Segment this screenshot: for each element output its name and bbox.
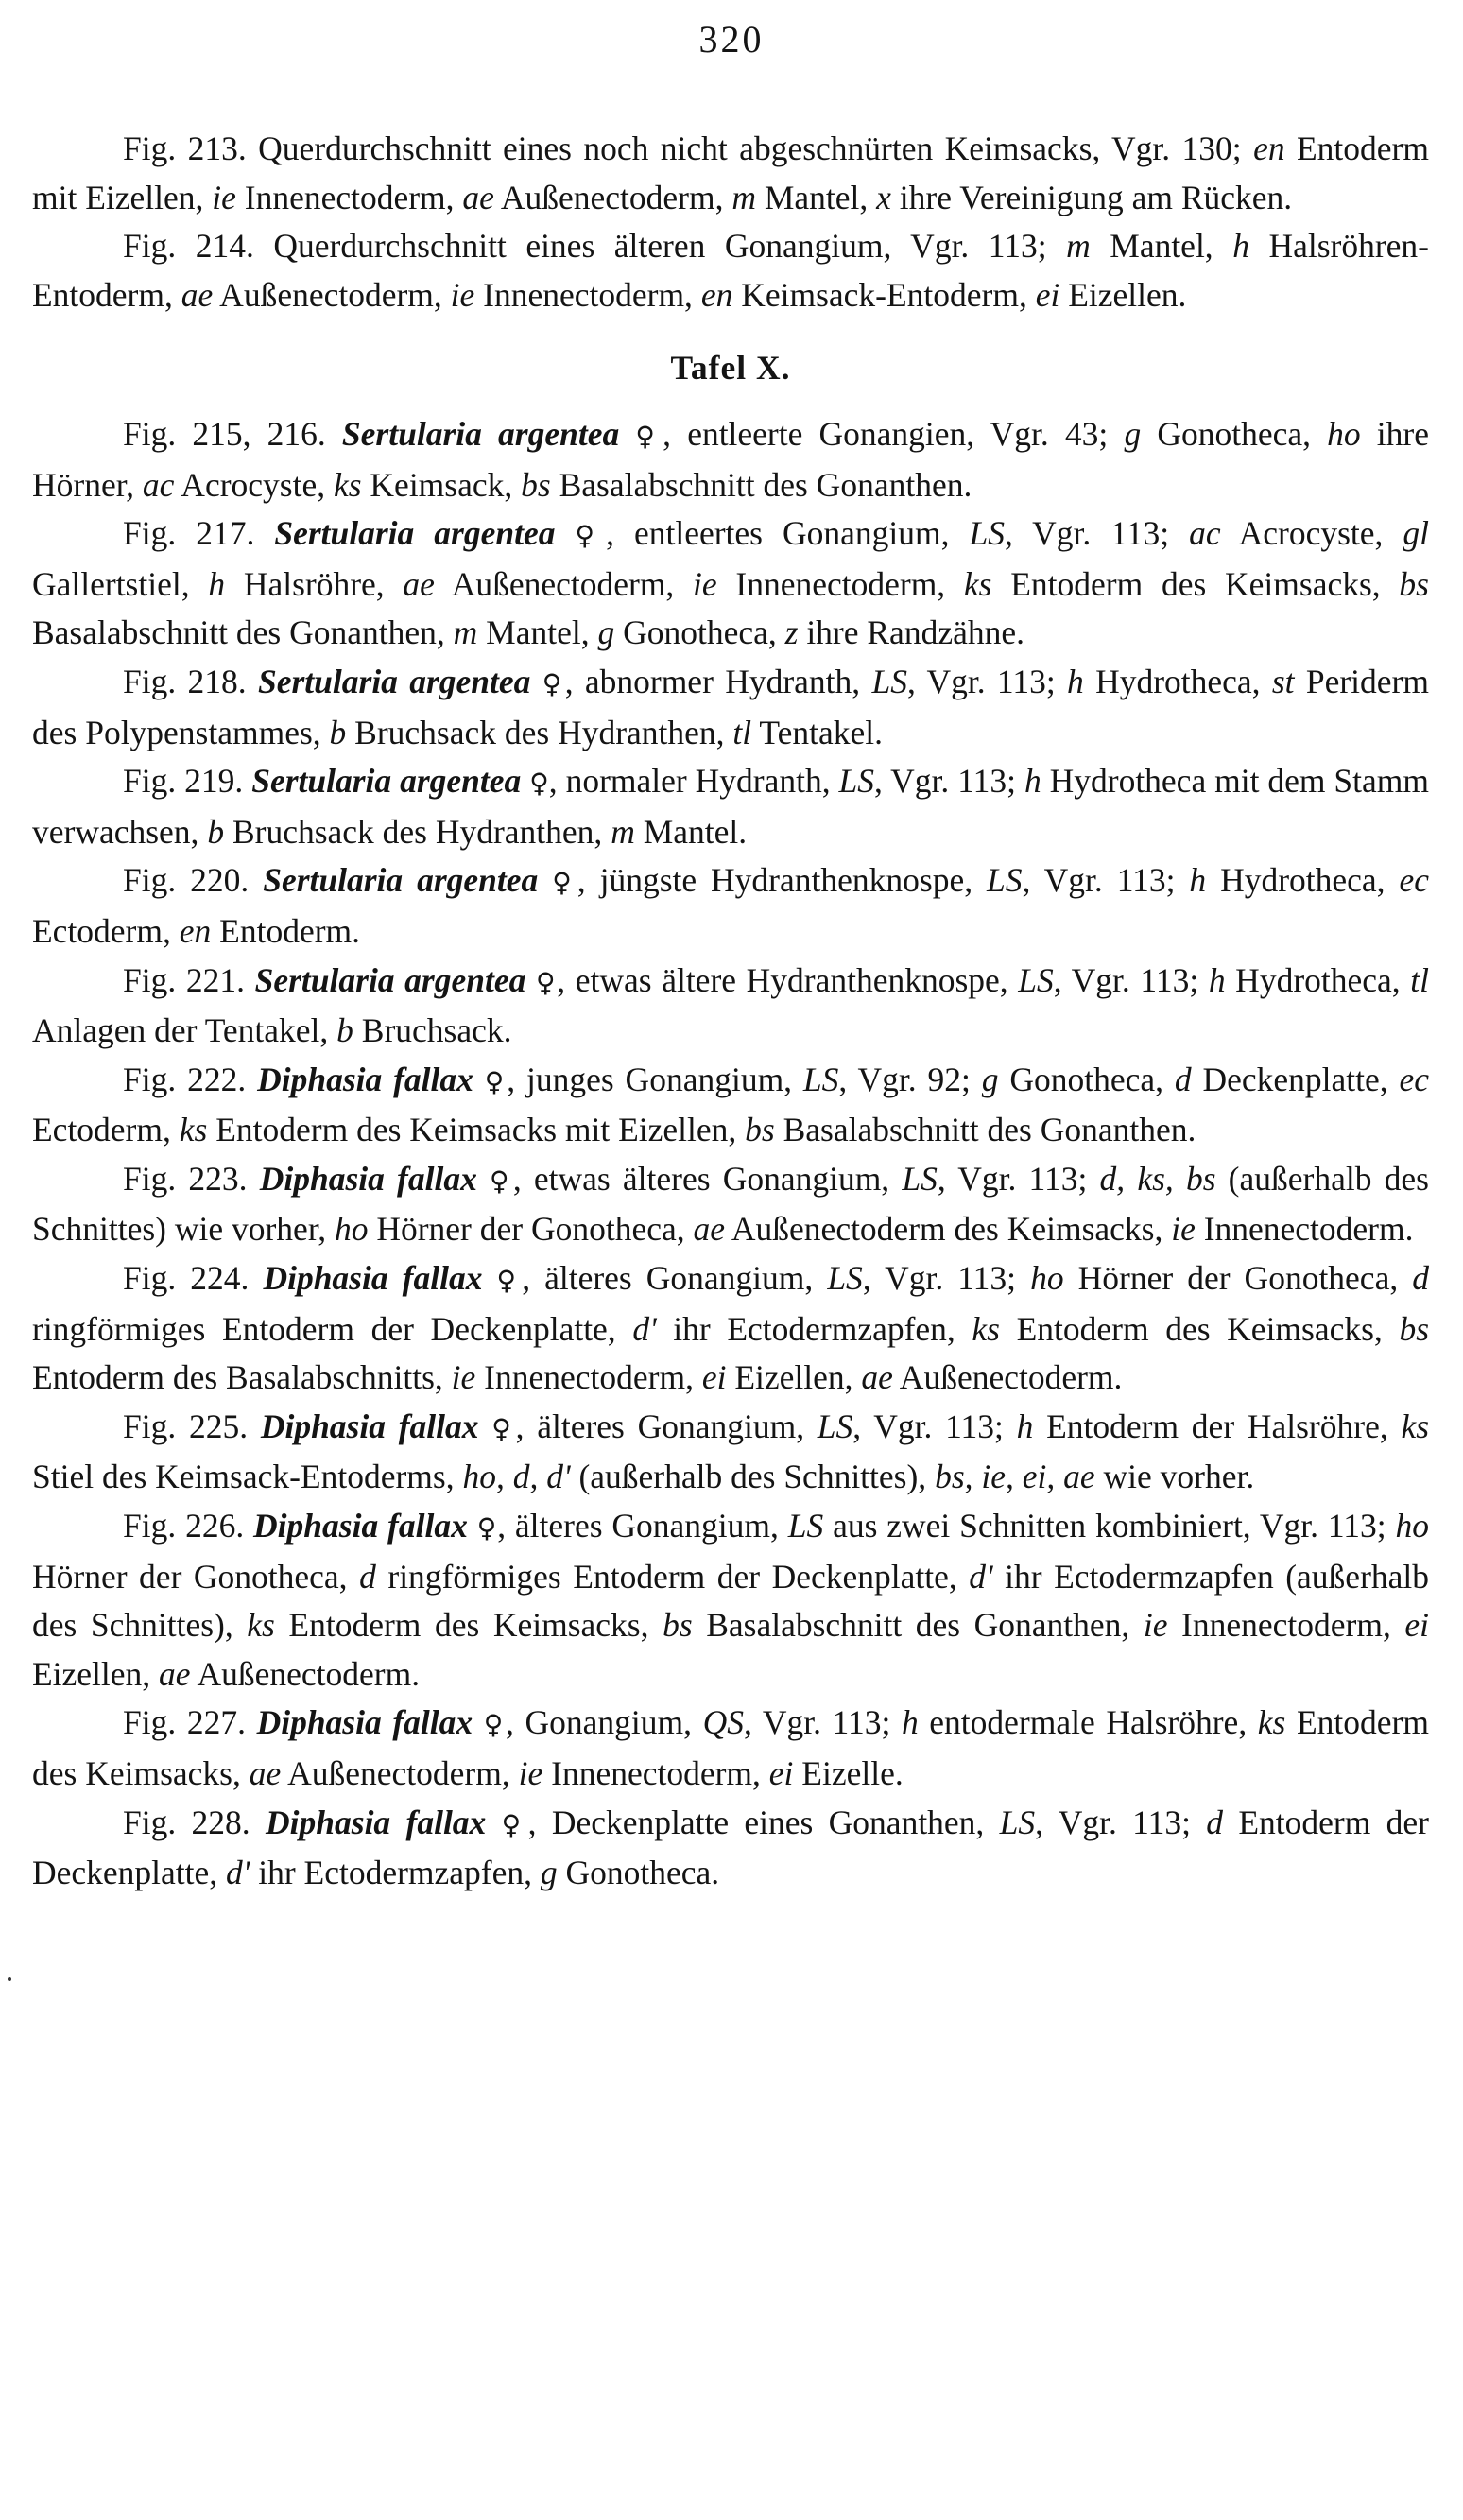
label-abbreviation: ei — [768, 1754, 794, 1792]
caption-text: Halsröhre, — [225, 564, 404, 603]
species-name: Diphasia fallax — [266, 1803, 487, 1841]
caption-text: Hydrotheca, — [1083, 662, 1272, 700]
caption-text: Außenectoderm, — [213, 275, 451, 314]
figure-label: Fig. 223. — [123, 1159, 260, 1198]
figure-label: Fig. 214. — [123, 227, 254, 266]
label-abbreviation: m — [732, 178, 756, 216]
caption-text: ringförmiges Entoderm der Deckenplatte, — [375, 1557, 970, 1596]
label-abbreviation: ks — [247, 1606, 275, 1645]
caption-text: , Vgr. 92; — [838, 1060, 982, 1098]
caption-text: , Gonangium, — [506, 1703, 703, 1742]
caption-text: Außenectoderm, — [493, 178, 732, 216]
label-abbreviation: ec — [1399, 1060, 1429, 1098]
caption-text: Außenectoderm des Keimsacks, — [725, 1210, 1172, 1249]
female-symbol: ♀ — [478, 1412, 516, 1444]
caption-text: ihre Randzähne. — [798, 613, 1024, 652]
caption-text: ihr Ectodermzapfen (außerhalb des Schnittes), — [32, 1557, 1430, 1645]
female-symbol: ♀ — [473, 1709, 507, 1741]
caption-text: Periderm des Polypenstammes, — [32, 662, 1429, 751]
label-abbreviation: LS — [871, 662, 907, 700]
figure-caption — [32, 957, 1429, 1056]
caption-text: , Vgr. 113; — [852, 1407, 1017, 1445]
label-abbreviation: d' — [632, 1309, 657, 1348]
label-abbreviation: tl — [732, 713, 752, 751]
label-abbreviation: LS — [817, 1407, 853, 1445]
label-abbreviation: gl — [1403, 514, 1430, 553]
label-abbreviation: d — [1206, 1803, 1224, 1841]
female-symbol: ♀ — [521, 768, 549, 800]
caption-text: , entleerte Gonangien, Vgr. 43; — [663, 414, 1125, 453]
caption-text: Entoderm mit Eizellen, — [32, 129, 1429, 216]
caption-text: (außerhalb des Schnittes) wie vorher, — [32, 1159, 1429, 1249]
caption-text: Innenectoderm, — [235, 178, 463, 216]
label-abbreviation: ho — [334, 1210, 369, 1249]
species-name: Sertularia argentea — [257, 662, 531, 700]
caption-text: Hydrotheca, — [1225, 960, 1411, 999]
caption-text: Entoderm des Keimsacks, — [32, 1703, 1429, 1792]
caption-text: , etwas älteres Gonangium, — [512, 1159, 903, 1198]
caption-text: Ectoderm, — [32, 911, 180, 950]
label-abbreviation: ie — [1143, 1606, 1168, 1645]
label-abbreviation: ks — [963, 564, 992, 603]
label-abbreviation: m — [453, 613, 478, 652]
figure-label: Fig. 220. — [123, 861, 264, 900]
label-abbreviation: ae — [159, 1654, 191, 1693]
caption-text: , Vgr. 113; — [1022, 861, 1190, 900]
figure-captions — [32, 125, 1429, 1898]
label-abbreviation: bs — [521, 465, 551, 504]
label-abbreviation: ho — [1395, 1507, 1429, 1545]
captions-plate-x — [32, 410, 1429, 1898]
label-abbreviation: d' — [969, 1557, 993, 1596]
caption-text: ihr Ectodermzapfen, — [250, 1854, 541, 1892]
caption-text: Bruchsack des Hydranthen, — [224, 812, 611, 851]
caption-text: Außenectoderm, — [434, 564, 694, 603]
label-abbreviation: ac — [1189, 514, 1221, 553]
label-abbreviation: ei — [1035, 275, 1060, 314]
caption-text: Anlagen der Tentakel, — [32, 1011, 337, 1050]
caption-text: , normaler Hydranth, — [548, 762, 839, 801]
caption-text: Hörner der Gonotheca, — [1063, 1259, 1413, 1298]
caption-text: Bruchsack des Hydranthen, — [346, 713, 733, 751]
caption-text: Innenectoderm, — [542, 1754, 769, 1792]
figure-label: Fig. 217. — [123, 514, 275, 553]
label-abbreviation: g — [981, 1060, 999, 1098]
female-symbol: ♀ — [619, 420, 663, 452]
caption-text: Innenectoderm, — [716, 564, 964, 603]
label-abbreviation: h — [901, 1703, 919, 1742]
caption-text: Hydrotheca mit dem Stamm verwachsen, — [32, 762, 1430, 851]
label-abbreviation: st — [1271, 662, 1295, 700]
captions-before-plate — [32, 125, 1429, 319]
label-abbreviation: ks — [1257, 1703, 1286, 1742]
caption-text: Entoderm des Keimsacks mit Eizellen, — [207, 1111, 746, 1149]
label-abbreviation: ae — [861, 1358, 893, 1397]
caption-text: Mantel, — [477, 613, 598, 652]
caption-text: Basalabschnitt des Gonanthen. — [550, 465, 972, 504]
caption-text: ihre Vereinigung am Rücken. — [890, 178, 1293, 216]
label-abbreviation: bs, ie, ei, ae — [935, 1458, 1095, 1496]
caption-text: Mantel, — [755, 178, 877, 216]
label-abbreviation: d, ks, bs — [1099, 1159, 1216, 1198]
caption-text: ihr Ectodermzapfen, — [656, 1309, 972, 1348]
label-abbreviation: g — [540, 1854, 558, 1892]
caption-text: Hydrotheca, — [1206, 861, 1400, 900]
caption-text: Hörner der Gonotheca, — [368, 1210, 694, 1249]
caption-text: Keimsack-Entoderm, — [732, 275, 1036, 314]
figure-label: Fig. 222. — [123, 1060, 258, 1098]
label-abbreviation: ie — [212, 178, 236, 216]
label-abbreviation: LS — [902, 1159, 938, 1198]
caption-text: , Vgr. 113; — [937, 1159, 1100, 1198]
species-name: Diphasia fallax — [259, 1159, 477, 1198]
female-symbol: ♀ — [473, 1065, 508, 1097]
label-abbreviation: ae — [181, 275, 214, 314]
female-symbol: ♀ — [530, 667, 565, 699]
label-abbreviation: QS — [702, 1703, 744, 1742]
label-abbreviation: ho — [1327, 414, 1361, 453]
label-abbreviation: ho, d, d' — [462, 1458, 571, 1496]
species-name: Sertularia argentea — [263, 861, 539, 900]
caption-text: Hörner der Gonotheca, — [32, 1557, 360, 1596]
caption-text: Entoderm des Basalabschnitts, — [32, 1358, 452, 1397]
caption-text: Eizellen, — [726, 1358, 862, 1397]
figure-caption — [32, 509, 1429, 658]
caption-text: , Deckenplatte eines Gonanthen, — [527, 1803, 1000, 1841]
figure-caption — [32, 1699, 1429, 1798]
label-abbreviation: en — [700, 275, 733, 314]
caption-text: , Vgr. 113; — [906, 662, 1068, 700]
label-abbreviation: h — [1208, 960, 1226, 999]
label-abbreviation: h — [1232, 227, 1249, 266]
caption-text: ringförmiges Entoderm der Deckenplatte, — [32, 1309, 633, 1348]
label-abbreviation: bs — [1399, 1309, 1430, 1348]
caption-text: , Vgr. 113; — [862, 1259, 1031, 1298]
caption-text: Gonotheca, — [998, 1060, 1175, 1098]
caption-text: aus zwei Schnitten kombiniert, Vgr. 113; — [823, 1507, 1396, 1545]
label-abbreviation: h — [1189, 861, 1207, 900]
label-abbreviation: h — [1024, 762, 1041, 801]
label-abbreviation: en — [179, 911, 212, 950]
page-number: 320 — [698, 18, 765, 60]
label-abbreviation: d — [359, 1557, 376, 1596]
figure-caption — [32, 222, 1429, 319]
figure-caption — [32, 410, 1429, 509]
label-abbreviation: ae — [249, 1754, 282, 1792]
label-abbreviation: ae — [462, 178, 494, 216]
caption-text: , Vgr. 113; — [1035, 1803, 1207, 1841]
caption-text: Basalabschnitt des Gonanthen, — [32, 613, 454, 652]
caption-text: Bruchsack. — [353, 1011, 512, 1050]
label-abbreviation: b — [207, 812, 225, 851]
caption-text: Deckenplatte, — [1191, 1060, 1400, 1098]
figure-caption — [32, 658, 1429, 757]
label-abbreviation: LS — [987, 861, 1023, 900]
caption-text: , jüngste Hydranthenknospe, — [577, 861, 987, 900]
label-abbreviation: bs — [1399, 564, 1429, 603]
caption-text: Keimsack, — [361, 465, 522, 504]
figure-label: Fig. 228. — [123, 1803, 267, 1841]
caption-text: Ectoderm, — [32, 1111, 180, 1149]
caption-text: Basalabschnitt des Gonanthen. — [774, 1111, 1196, 1149]
label-abbreviation: LS — [787, 1507, 824, 1545]
label-abbreviation: b — [329, 713, 347, 751]
label-abbreviation: LS — [802, 1060, 839, 1098]
caption-text: Entoderm. — [211, 911, 361, 950]
caption-text: Tentakel. — [751, 713, 883, 751]
label-abbreviation: m — [611, 812, 635, 851]
label-abbreviation: ie — [1171, 1210, 1196, 1249]
caption-text: Halsröhren-Entoderm, — [32, 227, 1429, 314]
figure-caption — [32, 1155, 1429, 1254]
plate-heading: Tafel X. — [670, 349, 791, 388]
figure-label: Fig. 218. — [123, 662, 258, 700]
female-symbol: ♀ — [467, 1512, 498, 1545]
caption-text: ihre Hörner, — [32, 414, 1429, 504]
label-abbreviation: ie — [693, 564, 717, 603]
label-abbreviation: LS — [969, 514, 1005, 553]
figure-label: Fig. 225. — [123, 1407, 261, 1445]
label-abbreviation: ie — [450, 275, 475, 314]
figure-caption — [32, 1403, 1429, 1502]
figure-caption — [32, 1502, 1429, 1699]
label-abbreviation: h — [1067, 662, 1084, 700]
caption-text: Außenectoderm. — [190, 1654, 421, 1693]
figure-label: Fig. 215, 216. — [123, 414, 342, 453]
label-abbreviation: h — [1016, 1407, 1034, 1445]
label-abbreviation: d — [1174, 1060, 1192, 1098]
female-symbol: ♀ — [555, 520, 607, 552]
label-abbreviation: m — [1066, 227, 1091, 266]
label-abbreviation: bs — [663, 1606, 693, 1645]
label-abbreviation: LS — [1018, 960, 1054, 999]
species-name: Sertularia argentea — [274, 514, 556, 553]
label-abbreviation: ks — [179, 1111, 208, 1149]
female-symbol: ♀ — [482, 1265, 523, 1297]
caption-text: Gonotheca, — [614, 613, 785, 652]
figure-caption — [32, 757, 1429, 856]
caption-text: Entoderm des Keimsacks, — [1000, 1309, 1400, 1348]
caption-text: Eizellen. — [1059, 275, 1187, 314]
figure-label: Fig. 226. — [123, 1507, 254, 1545]
caption-text: Mantel. — [634, 812, 748, 851]
caption-text: Innenectoderm, — [474, 275, 701, 314]
caption-text: Querdurchschnitt eines noch nicht abgeschnürten Keimsacks, Vgr. 130; — [246, 129, 1254, 167]
label-abbreviation: g — [1124, 414, 1142, 453]
caption-text: Basalabschnitt des Gonanthen, — [692, 1606, 1144, 1645]
figure-caption — [32, 1056, 1429, 1155]
caption-text: Innenectoderm. — [1195, 1210, 1414, 1249]
caption-text: Außenectoderm. — [892, 1358, 1123, 1397]
caption-text: , Vgr. 113; — [743, 1703, 902, 1742]
caption-text: Gonotheca, — [1141, 414, 1328, 453]
species-name: Sertularia argentea — [254, 960, 526, 999]
label-abbreviation: z — [784, 613, 799, 652]
female-symbol: ♀ — [538, 867, 577, 899]
figure-caption — [32, 1254, 1429, 1403]
label-abbreviation: LS — [827, 1259, 863, 1298]
caption-text: Stiel des Keimsack-Entoderms, — [32, 1458, 463, 1496]
figure-label: Fig. 227. — [123, 1703, 257, 1742]
species-name: Diphasia fallax — [260, 1407, 479, 1445]
species-name: Diphasia fallax — [263, 1259, 483, 1298]
figure-label: Fig. 213. — [123, 129, 247, 167]
label-abbreviation: ks — [333, 465, 362, 504]
label-abbreviation: ei — [1404, 1606, 1430, 1645]
figure-caption — [32, 856, 1429, 956]
caption-text: Entoderm des Keimsacks, — [274, 1606, 663, 1645]
label-abbreviation: h — [208, 564, 226, 603]
label-abbreviation: LS — [838, 762, 875, 801]
figure-label: Fig. 219. — [123, 762, 252, 801]
caption-text: Entoderm der Halsröhre, — [1033, 1407, 1402, 1445]
species-name: Diphasia fallax — [256, 1703, 473, 1742]
label-abbreviation: x — [876, 178, 891, 216]
caption-text: , Vgr. 113; — [874, 762, 1024, 801]
caption-text: wie vorher. — [1094, 1458, 1255, 1496]
label-abbreviation: d' — [226, 1854, 250, 1892]
female-symbol: ♀ — [486, 1808, 528, 1840]
label-abbreviation: ec — [1399, 861, 1429, 900]
label-abbreviation: ie — [451, 1358, 476, 1397]
caption-text: Gallertstiel, — [32, 564, 209, 603]
species-name: Diphasia fallax — [253, 1507, 468, 1545]
species-name: Sertularia argentea — [341, 414, 620, 453]
figure-caption — [32, 1799, 1429, 1898]
species-name: Sertularia argentea — [251, 762, 522, 801]
female-symbol: ♀ — [476, 1165, 513, 1197]
caption-text: Eizellen, — [32, 1654, 160, 1693]
label-abbreviation: ac — [142, 465, 175, 504]
caption-text: Entoderm des Keimsacks, — [991, 564, 1400, 603]
caption-text: Innenectoderm, — [1167, 1606, 1405, 1645]
label-abbreviation: ie — [518, 1754, 543, 1792]
species-name: Diphasia fallax — [257, 1060, 473, 1098]
caption-text: , entleertes Gonangium, — [606, 514, 970, 553]
print-speck — [8, 1977, 11, 1981]
figure-caption — [32, 125, 1429, 222]
female-symbol: ♀ — [525, 966, 558, 998]
caption-text: , abnormer Hydranth, — [564, 662, 872, 700]
caption-text: Gonotheca. — [557, 1854, 720, 1892]
label-abbreviation: ei — [701, 1358, 727, 1397]
label-abbreviation: LS — [999, 1803, 1036, 1841]
label-abbreviation: ho — [1030, 1259, 1064, 1298]
caption-text: , junges Gonangium, — [507, 1060, 803, 1098]
caption-text: (außerhalb des Schnittes), — [570, 1458, 936, 1496]
caption-text: Innenectoderm, — [475, 1358, 702, 1397]
label-abbreviation: b — [336, 1011, 353, 1050]
caption-text: , Vgr. 113; — [1053, 960, 1209, 999]
label-abbreviation: d — [1412, 1259, 1429, 1298]
caption-text: Eizelle. — [793, 1754, 904, 1792]
label-abbreviation: bs — [745, 1111, 775, 1149]
caption-text: , älteres Gonangium, — [497, 1507, 788, 1545]
caption-text: entodermale Halsröhre, — [918, 1703, 1258, 1742]
caption-text: Außenectoderm, — [281, 1754, 519, 1792]
caption-text: , etwas ältere Hydranthenknospe, — [557, 960, 1019, 999]
label-abbreviation: g — [597, 613, 615, 652]
label-abbreviation: ae — [403, 564, 435, 603]
figure-label: Fig. 224. — [123, 1259, 264, 1298]
caption-text: Querdurchschnitt eines älteren Gonangium, Vgr. 113; — [253, 227, 1067, 266]
figure-label: Fig. 221. — [123, 960, 255, 999]
caption-text: , älteres Gonangium, — [522, 1259, 828, 1298]
caption-text: , Vgr. 113; — [1004, 514, 1190, 553]
label-abbreviation: ae — [693, 1210, 725, 1249]
label-abbreviation: ks — [972, 1309, 1000, 1348]
label-abbreviation: tl — [1410, 960, 1429, 999]
caption-text: Acrocyste, — [1220, 514, 1403, 553]
caption-text: Acrocyste, — [174, 465, 334, 504]
caption-text: Mantel, — [1090, 227, 1233, 266]
label-abbreviation: ks — [1401, 1407, 1430, 1445]
caption-text: , älteres Gonangium, — [515, 1407, 818, 1445]
label-abbreviation: en — [1253, 129, 1285, 167]
caption-text: Entoderm der Deckenplatte, — [32, 1803, 1429, 1892]
